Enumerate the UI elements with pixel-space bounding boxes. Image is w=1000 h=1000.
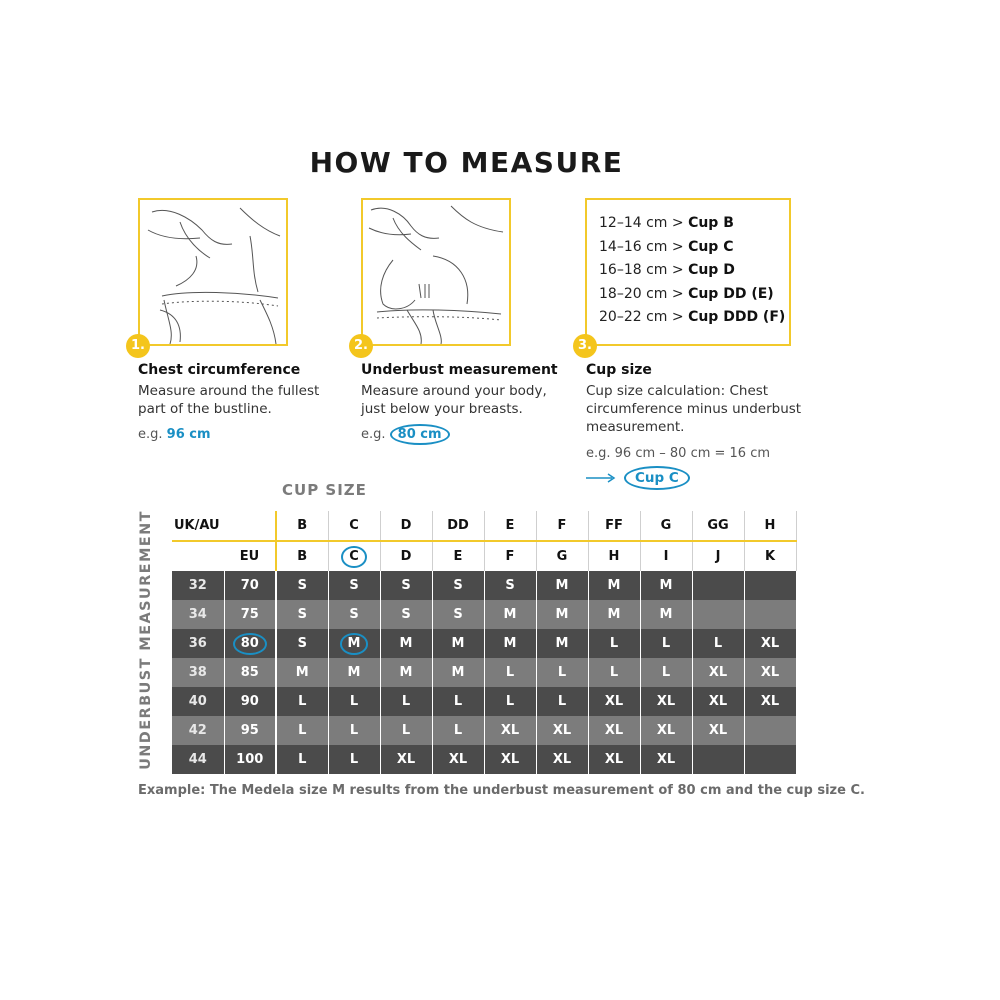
eu-cup-header: F (484, 541, 536, 571)
cup-result-oval: Cup C (624, 466, 690, 490)
step-1-heading: Chest circumference (138, 362, 301, 378)
size-cell: M (432, 658, 484, 687)
example-note: Example: The Medela size M results from the underbust measurement of 80 cm and the cup size C. (138, 783, 865, 798)
step-3-line3: measurement. (586, 419, 685, 435)
size-cell: L (692, 629, 744, 658)
size-cell: M (640, 600, 692, 629)
size-cell: XL (380, 745, 432, 774)
step-2-text (361, 382, 547, 418)
step-2-eg-prefix: e.g. (361, 427, 386, 442)
underbust-side-label-text: UNDERBUST MEASUREMENT (138, 510, 154, 770)
size-cell: S (276, 629, 328, 658)
step-1-badge: 1. (126, 334, 150, 358)
step-3-badge: 3. (573, 334, 597, 358)
size-cell (744, 716, 796, 745)
uk-cup-header: H (744, 511, 796, 541)
size-cell: S (380, 571, 432, 600)
eu-cup-header: E (432, 541, 484, 571)
uk-header-row (172, 511, 796, 541)
size-cell: M (536, 629, 588, 658)
size-cell: M (588, 571, 640, 600)
size-cell (744, 600, 796, 629)
size-row (172, 658, 796, 687)
eu-cup-header: J (692, 541, 744, 571)
size-cell: XL (692, 658, 744, 687)
underbust-illustration-panel (361, 198, 511, 346)
uk-cup-header: FF (588, 511, 640, 541)
size-cell: M (536, 571, 588, 600)
page-title: HOW TO MEASURE (309, 146, 624, 179)
size-cell: XL (692, 687, 744, 716)
size-cell: XL (484, 745, 536, 774)
eu-cup-header: G (536, 541, 588, 571)
underbust-measure-illustration (363, 200, 509, 344)
size-cell: L (484, 687, 536, 716)
size-cell: XL (588, 745, 640, 774)
step-3-heading: Cup size (586, 362, 652, 378)
size-cell: M (380, 658, 432, 687)
step-2-line1: Measure around your body, (361, 383, 547, 399)
eu-band (224, 629, 276, 658)
size-cell: M (640, 571, 692, 600)
highlight-size-m: M (340, 633, 369, 655)
size-cell: M (276, 658, 328, 687)
size-cell: XL (640, 745, 692, 774)
step-2-heading: Underbust measurement (361, 362, 558, 378)
uk-cup-header: D (380, 511, 432, 541)
size-table (172, 511, 797, 774)
eu-cup-header: I (640, 541, 692, 571)
uk-cup-header: F (536, 511, 588, 541)
size-cell: S (276, 571, 328, 600)
size-cell: XL (744, 629, 796, 658)
size-cell: L (484, 658, 536, 687)
step-2-eg-value: 80 cm (390, 424, 450, 445)
uk-cup-header: G (640, 511, 692, 541)
size-cell: M (432, 629, 484, 658)
step-3-example: e.g. 96 cm – 80 cm = 16 cm (586, 446, 771, 461)
cup-chart-row: 18–20 cm > Cup DD (E) (599, 285, 774, 302)
step-1-eg-value: 96 cm (166, 427, 211, 442)
size-row (172, 600, 796, 629)
uk-band: 40 (172, 687, 224, 716)
uk-au-label: UK/AU (172, 511, 224, 541)
eu-cup-header: K (744, 541, 796, 571)
size-cell: L (328, 745, 380, 774)
eu-cup-header: H (588, 541, 640, 571)
size-cell: S (432, 600, 484, 629)
cup-result-row (586, 466, 690, 490)
size-row (172, 629, 796, 658)
size-cell: XL (588, 716, 640, 745)
chest-measure-illustration (140, 200, 286, 344)
eu-cup-header (328, 541, 380, 571)
size-cell: M (380, 629, 432, 658)
size-cell: L (588, 629, 640, 658)
size-cell (692, 600, 744, 629)
size-cell: L (276, 745, 328, 774)
size-cell: L (640, 629, 692, 658)
size-cell: M (328, 658, 380, 687)
uk-cup-header: GG (692, 511, 744, 541)
size-cell: M (484, 600, 536, 629)
size-cell: L (380, 716, 432, 745)
size-cell: L (588, 658, 640, 687)
eu-band: 70 (224, 571, 276, 600)
size-cell: M (484, 629, 536, 658)
size-cell: XL (432, 745, 484, 774)
step-3-line1: Cup size calculation: Chest (586, 383, 769, 399)
highlight-eu-80: 80 (233, 633, 267, 655)
size-cell: L (276, 716, 328, 745)
size-cell: S (328, 571, 380, 600)
header-spacer (224, 511, 276, 541)
uk-band: 34 (172, 600, 224, 629)
size-cell: XL (692, 716, 744, 745)
highlight-cup-c: C (341, 546, 367, 568)
step-1-line1: Measure around the fullest (138, 383, 320, 399)
eu-band: 75 (224, 600, 276, 629)
size-cell: XL (588, 687, 640, 716)
size-cell: L (276, 687, 328, 716)
cup-chart-row: 20–22 cm > Cup DDD (F) (599, 309, 786, 325)
size-cell: S (276, 600, 328, 629)
size-cell: L (432, 687, 484, 716)
size-cell: M (536, 600, 588, 629)
uk-band: 42 (172, 716, 224, 745)
uk-band: 36 (172, 629, 224, 658)
uk-cup-header: B (276, 511, 328, 541)
size-cell: L (536, 658, 588, 687)
uk-cup-header: DD (432, 511, 484, 541)
size-cell: XL (640, 716, 692, 745)
step-2-example (361, 427, 450, 442)
step-3-text (586, 382, 801, 436)
size-row (172, 716, 796, 745)
eu-band: 100 (224, 745, 276, 774)
cup-chart-panel (585, 198, 791, 346)
size-cell (744, 571, 796, 600)
size-cell: L (536, 687, 588, 716)
size-cell (744, 745, 796, 774)
size-row (172, 745, 796, 774)
uk-band: 44 (172, 745, 224, 774)
size-cell: XL (640, 687, 692, 716)
size-cell (328, 629, 380, 658)
size-cell: XL (744, 687, 796, 716)
size-cell: L (328, 716, 380, 745)
eu-cup-header: D (380, 541, 432, 571)
size-cell: S (380, 600, 432, 629)
size-cell: S (432, 571, 484, 600)
uk-band: 38 (172, 658, 224, 687)
cup-chart-row: 12–14 cm > Cup B (599, 215, 734, 231)
eu-band: 95 (224, 716, 276, 745)
uk-band: 32 (172, 571, 224, 600)
size-row (172, 571, 796, 600)
step-1-eg-prefix: e.g. (138, 427, 163, 442)
size-cell: L (380, 687, 432, 716)
size-cell: L (432, 716, 484, 745)
size-cell: XL (484, 716, 536, 745)
size-cell: M (588, 600, 640, 629)
cup-size-label: CUP SIZE (282, 481, 367, 499)
step-3-line2: circumference minus underbust (586, 401, 802, 417)
size-cell: L (640, 658, 692, 687)
cup-chart-row: 14–16 cm > Cup C (599, 238, 734, 255)
eu-label: EU (224, 541, 276, 571)
step-1-line2: part of the bustline. (138, 401, 272, 417)
size-cell: S (328, 600, 380, 629)
step-2-badge: 2. (349, 334, 373, 358)
cup-chart-row: 16–18 cm > Cup D (599, 262, 735, 278)
size-cell: XL (536, 716, 588, 745)
arrow-right-icon (586, 473, 616, 483)
uk-cup-header: E (484, 511, 536, 541)
step-1-text (138, 382, 319, 418)
step-2-line2: just below your breasts. (361, 401, 523, 417)
size-cell: L (328, 687, 380, 716)
uk-cup-header: C (328, 511, 380, 541)
size-cell: XL (744, 658, 796, 687)
size-cell: S (484, 571, 536, 600)
step-1-example (138, 427, 211, 442)
eu-cup-header: B (276, 541, 328, 571)
chest-illustration-panel (138, 198, 288, 346)
eu-band: 85 (224, 658, 276, 687)
eu-band: 90 (224, 687, 276, 716)
size-cell (692, 745, 744, 774)
size-cell: XL (536, 745, 588, 774)
header-spacer (172, 541, 224, 571)
size-row (172, 687, 796, 716)
size-cell (692, 571, 744, 600)
eu-header-row (172, 541, 796, 571)
